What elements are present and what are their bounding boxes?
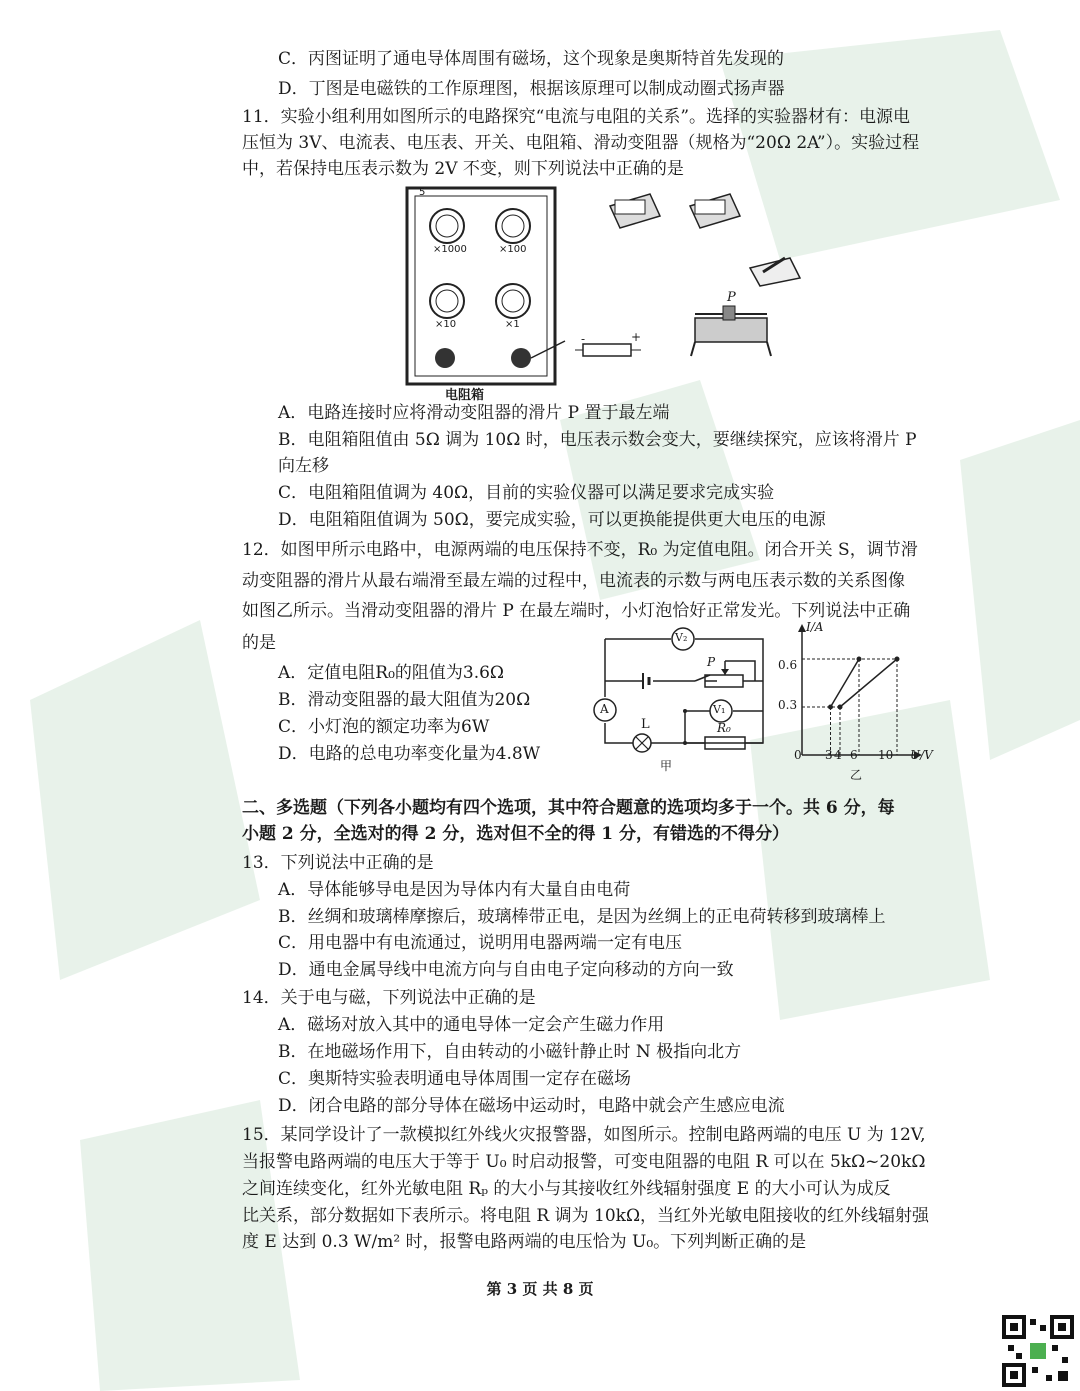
q12-stem-4: 的是 bbox=[242, 633, 276, 653]
lamp-label: L bbox=[641, 717, 650, 732]
q14-option-d: D．闭合电路的部分导体在磁场中运动时，电路中就会产生感应电流 bbox=[278, 1096, 785, 1116]
r0-label: R₀ bbox=[717, 721, 731, 735]
v1-label: V₁ bbox=[713, 703, 726, 716]
origin-label: 0 bbox=[794, 748, 802, 762]
section-2-heading-2: 小题 2 分，全选对的得 2 分，选对但不全的得 1 分，有错选的不得分） bbox=[242, 824, 789, 844]
q15-stem-2: 当报警电路两端的电压大于等于 U₀ 时启动报警，可变电阻器的电阻 R 可以在 5kΩ~20kΩ bbox=[242, 1152, 926, 1172]
multiplier-100: ×100 bbox=[499, 244, 527, 255]
y-axis-label: I/A bbox=[806, 620, 824, 634]
q11-stem-1: 11．实验小组利用如图所示的电路探究“电流与电阻的关系”。选择的实验器材有：电源电 bbox=[242, 107, 911, 127]
x-tick-4: 4 bbox=[834, 748, 842, 762]
rheostat-icon bbox=[691, 306, 771, 356]
q15-stem-5: 度 E 达到 0.3 W/m² 时，报警电路两端的电压恰为 U₀。下列判断正确的是 bbox=[242, 1232, 807, 1252]
q13-option-a: A．导体能够导电是因为导体内有大量自由电荷 bbox=[278, 880, 631, 900]
dial-100 bbox=[496, 209, 530, 243]
q13-option-c: C．用电器中有电流通过，说明用电器两端一定有电压 bbox=[278, 933, 683, 953]
q13-option-d: D．通电金属导线中电流方向与自由电子定向移动的方向一致 bbox=[278, 960, 734, 980]
circuit-caption: 甲 bbox=[660, 759, 673, 773]
dial-10 bbox=[430, 284, 464, 318]
q12-graph bbox=[778, 620, 948, 785]
q12-stem-3: 如图乙所示。当滑动变阻器的滑片 P 在最左端时，小灯泡恰好正常发光。下列说法中正确 bbox=[242, 601, 911, 621]
x-tick-10: 10 bbox=[878, 748, 894, 762]
q15-stem-4: 比关系，部分数据如下表所示。将电阻 R 调为 10kΩ，当红外光敏电阻接收的红外线辐射强 bbox=[242, 1206, 930, 1226]
q15-stem-1: 15．某同学设计了一款模拟红外线火灾报警器，如图所示。控制电路两端的电压 U 为 12V, bbox=[242, 1125, 926, 1145]
x-tick-3: 3 bbox=[825, 748, 833, 762]
q11-option-c: C．电阻箱阻值调为 40Ω，目前的实验仪器可以满足要求完成实验 bbox=[278, 483, 775, 503]
qr-code-icon bbox=[1002, 1315, 1074, 1387]
q12-stem-1: 12．如图甲所示电路中，电源两端的电压保持不变，R₀ 为定值电阻。闭合开关 S，调节滑 bbox=[242, 540, 918, 560]
series-line-0 bbox=[831, 659, 860, 707]
x-axis-label: U/V bbox=[910, 748, 933, 762]
terminal-left bbox=[435, 348, 455, 368]
q15-stem-3: 之间连续变化，红外光敏电阻 Rₚ 的大小与其接收红外线辐射强度 E 的大小可认为成反 bbox=[242, 1179, 891, 1199]
q10-option-c: C．丙图证明了通电导体周围有磁场，这个现象是奥斯特首先发现的 bbox=[278, 49, 785, 69]
q11-stem-3: 中，若保持电压表示数为 2V 不变，则下列说法中正确的是 bbox=[242, 159, 684, 179]
battery-plus: + bbox=[631, 330, 642, 344]
q14-option-c: C．奥斯特实验表明通电导体周围一定存在磁场 bbox=[278, 1069, 632, 1089]
graph-caption: 乙 bbox=[850, 768, 863, 782]
section-2-heading-1: 二、多选题（下列各小题均有四个选项，其中符合题意的选项均多于一个。共 6 分，每 bbox=[242, 798, 895, 818]
multiplier-10: ×10 bbox=[435, 319, 457, 330]
q12-option-a: A．定值电阻R₀的阻值为3.6Ω bbox=[278, 663, 505, 683]
lamp-icon bbox=[633, 734, 651, 752]
q11-option-b-2: 向左移 bbox=[278, 456, 329, 476]
q14-option-a: A．磁场对放入其中的通电导体一定会产生磁力作用 bbox=[278, 1015, 665, 1035]
q11-option-d: D．电阻箱阻值调为 50Ω，要完成实验，可以更换能提供更大电压的电源 bbox=[278, 510, 826, 530]
dial-digits-1 bbox=[419, 188, 425, 198]
circuit-diagram bbox=[585, 625, 775, 775]
y-tick-0.3: 0.3 bbox=[778, 698, 798, 712]
resistance-box-figure bbox=[405, 186, 805, 402]
q11-figure bbox=[405, 186, 805, 402]
q12-circuit-figure bbox=[585, 625, 775, 775]
q14-option-b: B．在地磁场作用下，自由转动的小磁针静止时 N 极指向北方 bbox=[278, 1042, 742, 1062]
q11-option-a: A．电路连接时应将滑动变阻器的滑片 P 置于最左端 bbox=[278, 403, 670, 423]
q10-option-d: D．丁图是电磁铁的工作原理图，根据该原理可以制成动圈式扬声器 bbox=[278, 79, 785, 99]
dial-1000 bbox=[430, 209, 464, 243]
x-tick-6: 6 bbox=[850, 748, 858, 762]
v2-label: V₂ bbox=[675, 631, 688, 644]
page-footer: 第 3 页 共 8 页 bbox=[486, 1280, 594, 1298]
q13-option-b: B．丝绸和玻璃棒摩擦后，玻璃棒带正电，是因为丝绸上的正电荷转移到玻璃棒上 bbox=[278, 907, 886, 927]
terminal-right bbox=[511, 348, 531, 368]
resistance-box-label: 电阻箱 bbox=[445, 388, 485, 403]
switch-icon bbox=[750, 258, 800, 286]
q11-option-b-1: B．电阻箱阻值由 5Ω 调为 10Ω 时，电压表示数会变大，要继续探究，应该将滑片 P bbox=[278, 430, 917, 450]
dial-1 bbox=[496, 284, 530, 318]
q12-option-c: C．小灯泡的额定功率为6W bbox=[278, 717, 490, 737]
slider-p-label: P bbox=[707, 655, 716, 669]
ammeter-icon bbox=[690, 194, 740, 228]
series-line-1 bbox=[840, 659, 897, 707]
q11-stem-2: 压恒为 3V、电流表、电压表、开关、电阻箱、滑动变阻器（规格为“20Ω 2A”）。实验过程 bbox=[242, 133, 920, 153]
multiplier-1000: ×1000 bbox=[433, 244, 467, 255]
ammeter-label: A bbox=[600, 702, 609, 716]
y-tick-0.6: 0.6 bbox=[778, 658, 798, 672]
q12-option-b: B．滑动变阻器的最大阻值为20Ω bbox=[278, 690, 531, 710]
rheostat-p-label: P bbox=[727, 290, 736, 305]
dial-digit: 5 bbox=[419, 187, 426, 198]
voltmeter-icon bbox=[610, 194, 660, 228]
q12-option-d: D．电路的总电功率变化量为4.8W bbox=[278, 744, 541, 764]
q13-stem: 13．下列说法中正确的是 bbox=[242, 853, 434, 873]
q12-stem-2: 动变阻器的滑片从最右端滑至最左端的过程中，电流表的示数与两电压表示数的关系图像 bbox=[242, 571, 905, 591]
battery-minus: - bbox=[581, 332, 586, 346]
multiplier-1: ×1 bbox=[505, 319, 520, 330]
q14-stem: 14．关于电与磁，下列说法中正确的是 bbox=[242, 988, 536, 1008]
